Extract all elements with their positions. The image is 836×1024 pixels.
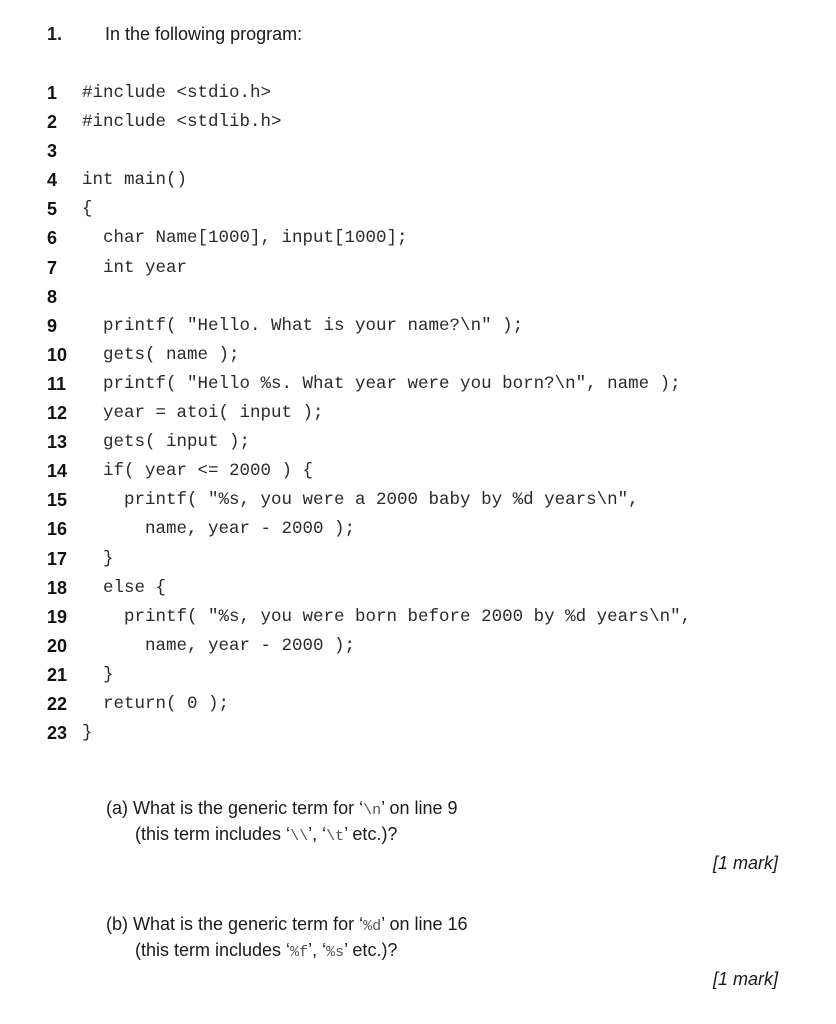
code-line [0, 108, 836, 137]
question-title: In the following program: [105, 24, 303, 44]
line-code: int main() [82, 170, 188, 191]
code-line [0, 283, 836, 312]
line-code: } [82, 548, 114, 569]
line-number: 6 [47, 228, 58, 249]
code-line [0, 457, 836, 486]
line-number: 2 [47, 112, 58, 133]
line-code: } [82, 664, 114, 685]
line-number: 13 [47, 432, 68, 453]
line-number: 14 [47, 461, 68, 482]
code-line [0, 79, 836, 108]
code-line [0, 137, 836, 166]
line-number: 9 [47, 315, 58, 336]
code-line [0, 399, 836, 428]
question-header [0, 24, 836, 48]
line-number: 19 [47, 606, 68, 627]
line-code: return( 0 ); [82, 693, 230, 714]
line-number: 22 [47, 693, 68, 714]
line-number: 11 [47, 373, 67, 394]
line-number: 16 [47, 519, 68, 540]
line-number: 15 [47, 490, 68, 511]
line-number: 20 [47, 635, 68, 656]
code-line [0, 515, 836, 544]
line-code: name, year - 2000 ); [82, 519, 356, 540]
line-code: printf( "Hello. What is your name?\n" ); [82, 315, 524, 336]
line-code: printf( "Hello %s. What year were you born?\n", name ); [82, 373, 681, 394]
line-number: 4 [47, 170, 58, 191]
line-number: 17 [47, 548, 68, 569]
line-code: printf( "%s, you were born before 2000 by %d years\n", [82, 606, 692, 627]
line-number: 12 [47, 403, 68, 424]
part-b-marks: [1 mark] [712, 969, 778, 989]
line-code: int year [82, 257, 188, 278]
code-line [0, 632, 836, 661]
line-number: 5 [47, 199, 58, 220]
part-a-marks: [1 mark] [712, 853, 778, 873]
line-code: printf( "%s, you were a 2000 baby by %d years\n", [82, 490, 639, 511]
code-line [0, 545, 836, 574]
line-code: if( year <= 2000 ) { [82, 461, 314, 482]
part-a-question: (a) What is the generic term for ‘\n’ on line 9 (this term includes ‘\\’, ‘\t’ etc.)? [106, 798, 458, 845]
inline-code: %d [363, 918, 382, 935]
code-line [0, 690, 836, 719]
line-number: 10 [47, 344, 68, 365]
code-line [0, 370, 836, 399]
inline-code: \t [326, 828, 345, 845]
code-line [0, 254, 836, 283]
line-code: #include <stdlib.h> [82, 112, 282, 133]
line-code: year = atoi( input ); [82, 403, 324, 424]
line-code: else { [82, 577, 167, 598]
code-line [0, 428, 836, 457]
inline-code: \\ [290, 828, 309, 845]
code-line [0, 719, 836, 748]
line-code: #include <stdio.h> [82, 83, 272, 103]
part-b-question: (b) What is the generic term for ‘%d’ on line 16 (this term includes ‘%f’, ‘%s’ etc.)? [106, 914, 468, 961]
code-line [0, 661, 836, 690]
line-code: } [82, 723, 93, 744]
code-line [0, 486, 836, 515]
code-listing [0, 79, 836, 748]
code-line [0, 195, 836, 224]
line-number: 8 [47, 286, 58, 307]
inline-code: %f [290, 944, 309, 961]
line-number: 18 [47, 577, 68, 598]
line-number: 1 [47, 83, 58, 103]
line-number: 23 [47, 723, 68, 744]
code-line [0, 574, 836, 603]
code-line [0, 341, 836, 370]
code-line [0, 312, 836, 341]
code-line [0, 603, 836, 632]
inline-code: %s [326, 944, 345, 961]
line-code: gets( input ); [82, 432, 251, 453]
code-line [0, 224, 836, 253]
line-code: { [82, 199, 93, 220]
line-code: char Name[1000], input[1000]; [82, 228, 408, 249]
line-number: 3 [47, 141, 58, 162]
inline-code: \n [363, 802, 382, 819]
line-code: gets( name ); [82, 344, 240, 365]
line-number: 21 [47, 664, 68, 685]
question-number: 1. [47, 24, 63, 44]
line-number: 7 [47, 257, 58, 278]
code-line [0, 166, 836, 195]
line-code: name, year - 2000 ); [82, 635, 356, 656]
